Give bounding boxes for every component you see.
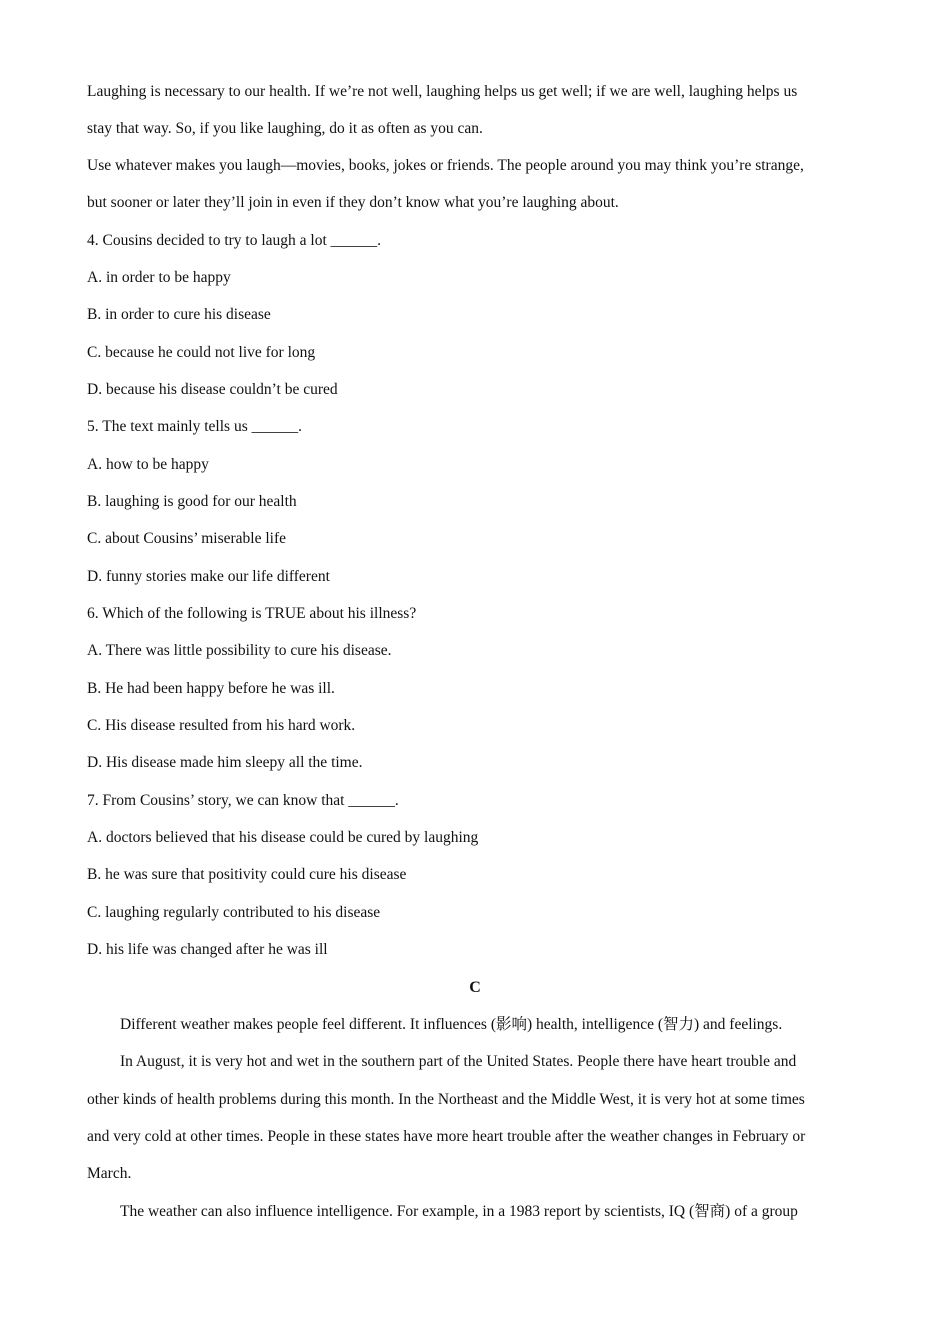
passage-line: stay that way. So, if you like laughing, do it as often as you can.	[87, 120, 483, 137]
answer-option: A. doctors believed that his disease could be cured by laughing	[87, 829, 479, 846]
answer-option: B. laughing is good for our health	[87, 493, 297, 510]
answer-option: A. in order to be happy	[87, 269, 231, 286]
question-stem: 5. The text mainly tells us ______.	[87, 418, 302, 435]
passage-line: but sooner or later they’ll join in even if they don’t know what you’re laughing about.	[87, 194, 619, 211]
answer-option: A. how to be happy	[87, 456, 209, 473]
passage-line: In August, it is very hot and wet in the southern part of the United States. People there have heart trouble and	[120, 1053, 797, 1070]
passage-line: and very cold at other times. People in these states have more heart trouble after the weather changes in February or	[87, 1128, 806, 1145]
answer-option: D. funny stories make our life different	[87, 568, 330, 585]
passage-line: Laughing is necessary to our health. If we’re not well, laughing helps us get well; if we are well, laughing helps us	[87, 83, 798, 100]
answer-option: C. because he could not live for long	[87, 344, 316, 361]
answer-option: A. There was little possibility to cure his disease.	[87, 642, 392, 659]
passage-line: The weather can also influence intelligence. For example, in a 1983 report by scientists, IQ (智商) of a group	[120, 1203, 798, 1220]
passage-line: Different weather makes people feel different. It influences (影响) health, intelligence (智力) and feelings.	[120, 1016, 783, 1033]
question-stem: 7. From Cousins’ story, we can know that ______.	[87, 792, 399, 809]
answer-option: C. laughing regularly contributed to his disease	[87, 904, 381, 921]
section-heading: C	[469, 979, 481, 996]
question-stem: 4. Cousins decided to try to laugh a lot ______.	[87, 232, 382, 249]
passage-line: other kinds of health problems during this month. In the Northeast and the Middle West, it is very hot at some times	[87, 1091, 805, 1108]
answer-option: B. He had been happy before he was ill.	[87, 680, 335, 697]
answer-option: D. His disease made him sleepy all the time.	[87, 754, 363, 771]
answer-option: D. his life was changed after he was ill	[87, 941, 328, 958]
question-stem: 6. Which of the following is TRUE about his illness?	[87, 605, 417, 622]
passage-line: Use whatever makes you laugh—movies, books, jokes or friends. The people around you may think you’re strange,	[87, 157, 804, 174]
answer-option: B. in order to cure his disease	[87, 306, 271, 323]
answer-option: C. about Cousins’ miserable life	[87, 530, 287, 547]
answer-option: C. His disease resulted from his hard work.	[87, 717, 356, 734]
passage-line: March.	[87, 1165, 132, 1182]
answer-option: B. he was sure that positivity could cure his disease	[87, 866, 407, 883]
answer-option: D. because his disease couldn’t be cured	[87, 381, 338, 398]
